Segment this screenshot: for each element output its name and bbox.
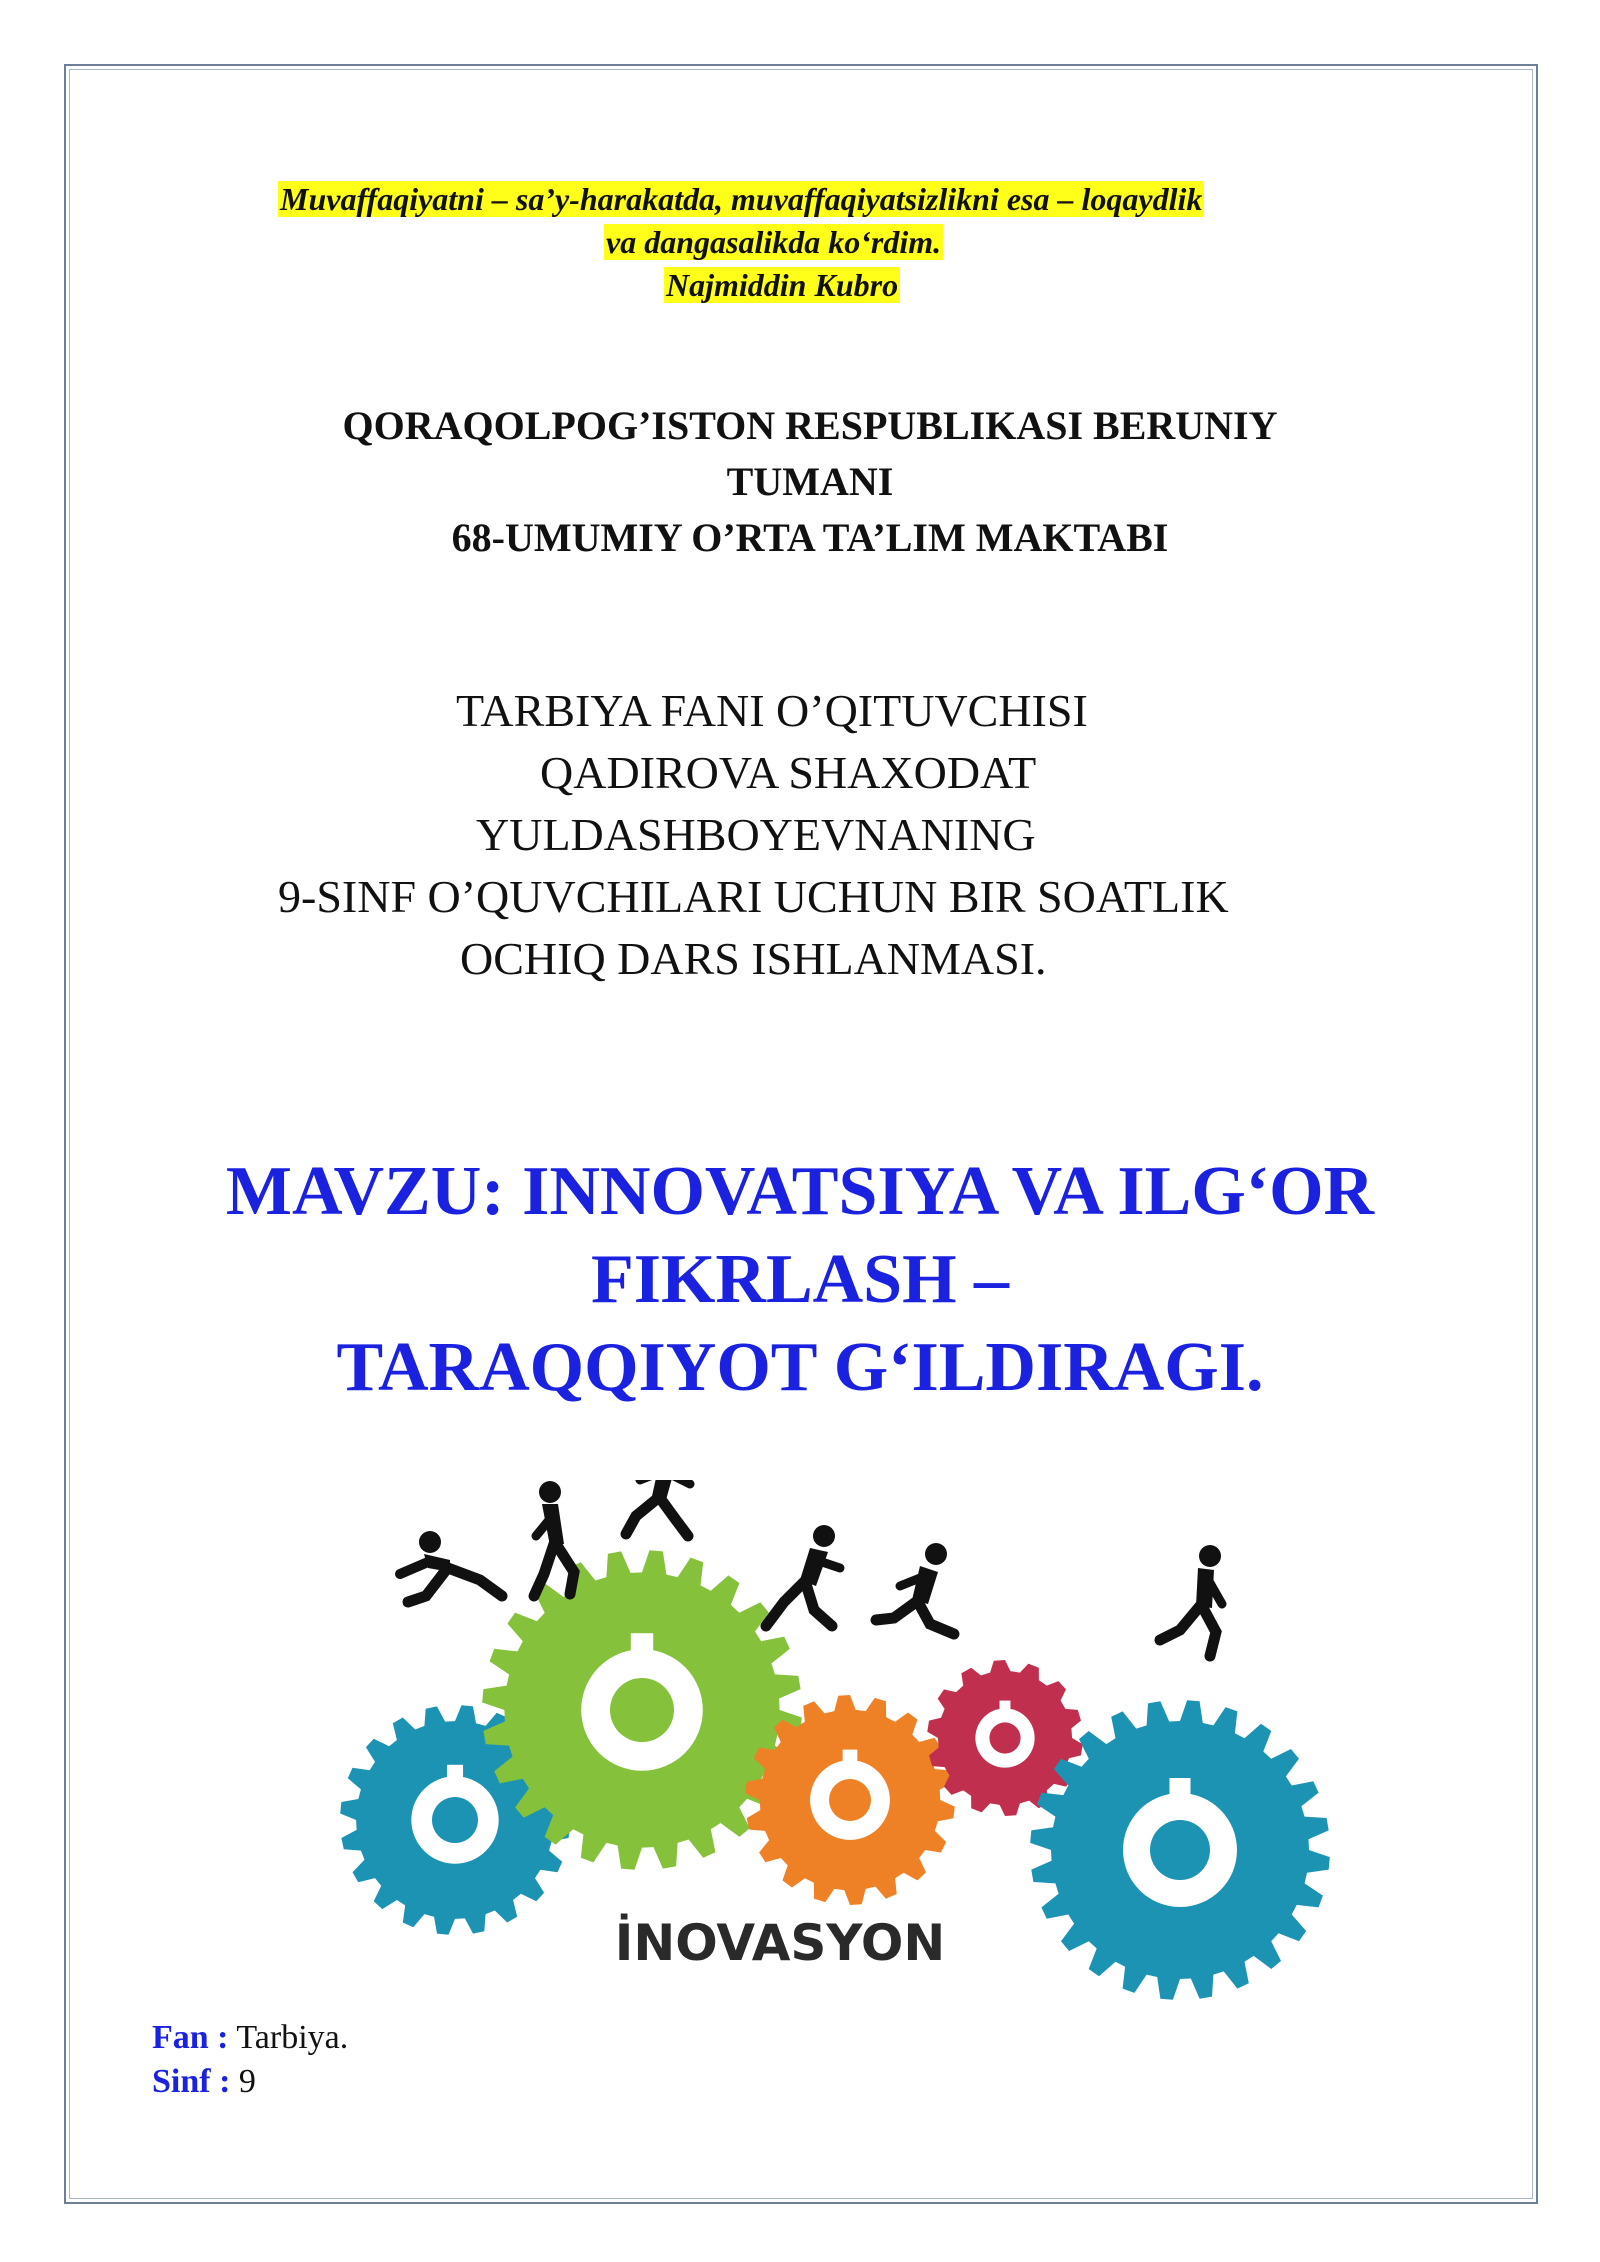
topic-line-2: FIKRLASH – xyxy=(590,1241,1010,1318)
lesson-meta xyxy=(152,2016,348,2104)
runner-icon-2 xyxy=(534,1481,574,1596)
teacher-line-4: 9-SINF O’QUVCHILARI UCHUN BIR SOATLIK xyxy=(278,871,1229,922)
topic-label: MAVZU: xyxy=(225,1153,505,1230)
red-gear xyxy=(927,1660,1082,1816)
runner-icon-5 xyxy=(876,1543,954,1634)
topic-line-3: TARAQQIYOT G‘ILDIRAGI. xyxy=(336,1329,1264,1406)
runner-icon-3 xyxy=(626,1480,690,1536)
class-label: Sinf : xyxy=(152,2063,231,2100)
topic-line-1: INNOVATSIYA VA ILG‘OR xyxy=(522,1153,1375,1230)
subject-label: Fan : xyxy=(152,2019,229,2056)
school-line-3: 68-UMUMIY O’RTA TA’LIM MAKTABI xyxy=(451,515,1169,560)
runner-icon-4 xyxy=(766,1525,840,1626)
teacher-line-1: TARBIYA FANI O’QITUVCHISI xyxy=(456,685,1088,736)
class-row xyxy=(152,2060,348,2104)
epigraph-author: Najmiddin Kubro xyxy=(666,267,899,303)
school-heading xyxy=(160,398,1460,566)
teacher-line-3: YULDASHBOYEVNANING xyxy=(476,809,1036,860)
logo-caption: İNOVASYON xyxy=(614,1914,946,1972)
epigraph-line-2: va dangasalikda ko‘rdim. xyxy=(606,224,942,260)
innovation-gears-logo xyxy=(330,1480,1350,2020)
teacher-line-5: OCHIQ DARS ISHLANMASI. xyxy=(460,933,1047,984)
runner-icon-1 xyxy=(400,1531,502,1602)
class-value: 9 xyxy=(238,2063,256,2100)
topic-title xyxy=(100,1148,1500,1412)
school-line-1: QORAQOLPOG’ISTON RESPUBLIKASI BERUNIY xyxy=(342,403,1278,448)
subject-row xyxy=(152,2016,348,2060)
subject-value: Tarbiya. xyxy=(236,2019,349,2056)
teacher-line-2: QADIROVA SHAXODAT xyxy=(540,747,1037,798)
epigraph-line-1: Muvaffaqiyatni – sa’y-harakatda, muvaffaqiyatsizlikni esa – loqaydlik xyxy=(280,181,1203,217)
orange-gear xyxy=(745,1695,955,1905)
school-line-2: TUMANI xyxy=(726,459,894,504)
runner-icon-6 xyxy=(1160,1545,1222,1656)
